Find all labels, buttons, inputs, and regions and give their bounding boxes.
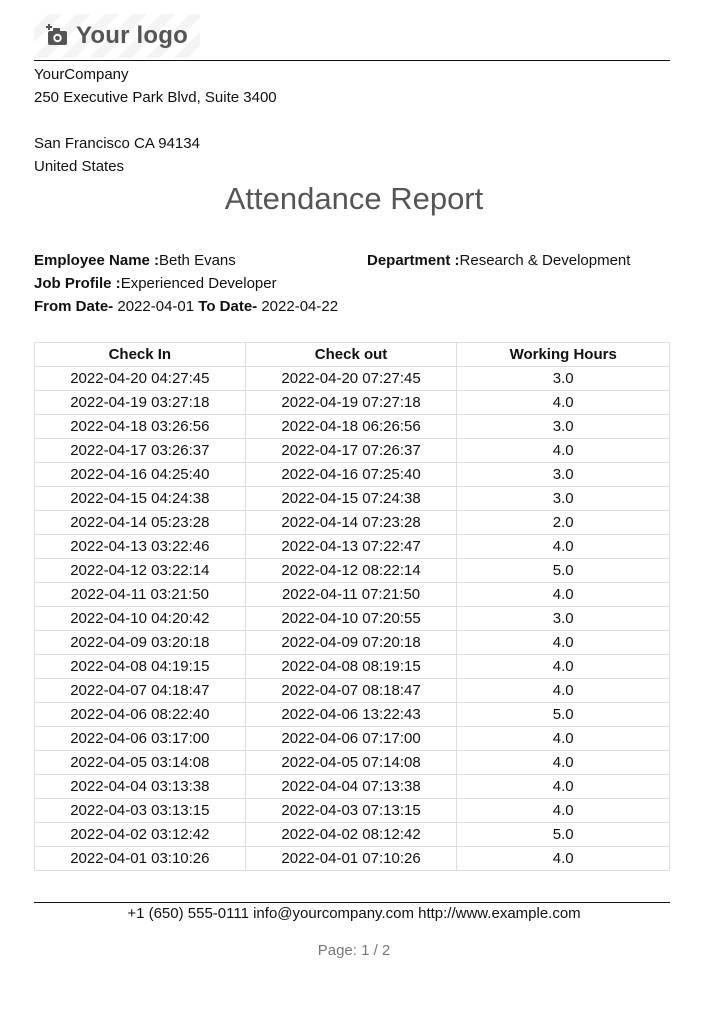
- check-in-cell: 2022-04-01 03:10:26: [35, 847, 246, 871]
- working-hours-cell: 3.0: [457, 607, 670, 631]
- logo-text: Your logo: [76, 22, 189, 49]
- department-value: Research & Development: [459, 252, 631, 269]
- working-hours-cell: 3.0: [457, 487, 670, 511]
- working-hours-cell: 5.0: [457, 703, 670, 727]
- table-row: [35, 799, 670, 823]
- check-out-cell: 2022-04-10 07:20:55: [245, 607, 457, 631]
- working-hours-cell: 4.0: [457, 727, 670, 751]
- company-country: United States: [34, 158, 125, 175]
- check-out-cell: 2022-04-14 07:23:28: [245, 511, 457, 535]
- camera-add-icon: [44, 21, 74, 51]
- table-row: [35, 415, 670, 439]
- check-in-cell: 2022-04-02 03:12:42: [35, 823, 246, 847]
- working-hours-cell: 4.0: [457, 535, 670, 559]
- from-date-value: 2022-04-01: [117, 298, 195, 315]
- header-divider: [34, 60, 670, 61]
- employee-name-value: Beth Evans: [159, 252, 236, 269]
- working-hours-cell: 4.0: [457, 679, 670, 703]
- company-city: San Francisco CA 94134: [34, 135, 200, 152]
- check-out-cell: 2022-04-09 07:20:18: [245, 631, 457, 655]
- table-row: [35, 463, 670, 487]
- check-in-cell: 2022-04-16 04:25:40: [35, 463, 246, 487]
- footer-divider: [34, 902, 670, 903]
- working-hours-cell: 3.0: [457, 415, 670, 439]
- table-row: [35, 367, 670, 391]
- working-hours-cell: 4.0: [457, 583, 670, 607]
- department-label: Department :: [367, 252, 460, 269]
- footer-contact: +1 (650) 555-0111 info@yourcompany.com http://www.example.com: [127, 905, 581, 922]
- column-header-check-out: Check out: [245, 343, 457, 367]
- job-profile-line: [34, 272, 277, 295]
- working-hours-cell: 5.0: [457, 823, 670, 847]
- date-range-line: [34, 295, 338, 318]
- check-in-cell: 2022-04-05 03:14:08: [35, 751, 246, 775]
- working-hours-cell: 3.0: [457, 367, 670, 391]
- table-row: [35, 631, 670, 655]
- working-hours-cell: 4.0: [457, 655, 670, 679]
- check-out-cell: 2022-04-06 07:17:00: [245, 727, 457, 751]
- to-date-value: 2022-04-22: [261, 298, 339, 315]
- check-in-cell: 2022-04-19 03:27:18: [35, 391, 246, 415]
- check-in-cell: 2022-04-07 04:18:47: [35, 679, 246, 703]
- table-row: [35, 535, 670, 559]
- check-in-cell: 2022-04-06 08:22:40: [35, 703, 246, 727]
- check-out-cell: 2022-04-06 13:22:43: [245, 703, 457, 727]
- check-in-cell: 2022-04-03 03:13:15: [35, 799, 246, 823]
- working-hours-cell: 4.0: [457, 631, 670, 655]
- working-hours-cell: 4.0: [457, 775, 670, 799]
- table-row: [35, 847, 670, 871]
- table-row: [35, 655, 670, 679]
- company-logo: [34, 14, 200, 58]
- page-number: Page: 1 / 2: [317, 942, 391, 959]
- report-title: Attendance Report: [224, 181, 484, 216]
- column-header-check-in: Check In: [35, 343, 246, 367]
- check-in-cell: 2022-04-20 04:27:45: [35, 367, 246, 391]
- check-in-cell: 2022-04-13 03:22:46: [35, 535, 246, 559]
- check-out-cell: 2022-04-05 07:14:08: [245, 751, 457, 775]
- check-in-cell: 2022-04-15 04:24:38: [35, 487, 246, 511]
- check-in-cell: 2022-04-14 05:23:28: [35, 511, 246, 535]
- table-header-row: [35, 343, 670, 367]
- check-in-cell: 2022-04-04 03:13:38: [35, 775, 246, 799]
- check-out-cell: 2022-04-19 07:27:18: [245, 391, 457, 415]
- check-in-cell: 2022-04-18 03:26:56: [35, 415, 246, 439]
- working-hours-cell: 5.0: [457, 559, 670, 583]
- check-out-cell: 2022-04-15 07:24:38: [245, 487, 457, 511]
- table-row: [35, 391, 670, 415]
- table-row: [35, 679, 670, 703]
- check-in-cell: 2022-04-10 04:20:42: [35, 607, 246, 631]
- working-hours-cell: 4.0: [457, 391, 670, 415]
- working-hours-cell: 3.0: [457, 463, 670, 487]
- check-out-cell: 2022-04-17 07:26:37: [245, 439, 457, 463]
- working-hours-cell: 4.0: [457, 799, 670, 823]
- address-spacer: [34, 109, 277, 132]
- to-date-label: To Date-: [198, 298, 258, 315]
- working-hours-cell: 4.0: [457, 847, 670, 871]
- table-row: [35, 751, 670, 775]
- table-row: [35, 583, 670, 607]
- job-profile-value: Experienced Developer: [120, 275, 277, 292]
- table-row: [35, 823, 670, 847]
- from-date-label: From Date-: [34, 298, 114, 315]
- company-address: [34, 63, 277, 178]
- table-row: [35, 607, 670, 631]
- check-out-cell: 2022-04-20 07:27:45: [245, 367, 457, 391]
- table-row: [35, 727, 670, 751]
- company-street: 250 Executive Park Blvd, Suite 3400: [34, 89, 277, 106]
- check-out-cell: 2022-04-13 07:22:47: [245, 535, 457, 559]
- check-out-cell: 2022-04-08 08:19:15: [245, 655, 457, 679]
- check-out-cell: 2022-04-01 07:10:26: [245, 847, 457, 871]
- working-hours-cell: 4.0: [457, 751, 670, 775]
- table-row: [35, 439, 670, 463]
- table-row: [35, 775, 670, 799]
- check-in-cell: 2022-04-06 03:17:00: [35, 727, 246, 751]
- check-in-cell: 2022-04-08 04:19:15: [35, 655, 246, 679]
- employee-name-line: [34, 249, 236, 272]
- working-hours-cell: 4.0: [457, 439, 670, 463]
- check-out-cell: 2022-04-04 07:13:38: [245, 775, 457, 799]
- company-name: YourCompany: [34, 66, 129, 83]
- table-row: [35, 487, 670, 511]
- check-out-cell: 2022-04-16 07:25:40: [245, 463, 457, 487]
- check-in-cell: 2022-04-12 03:22:14: [35, 559, 246, 583]
- attendance-table: [34, 342, 670, 871]
- check-out-cell: 2022-04-18 06:26:56: [245, 415, 457, 439]
- check-out-cell: 2022-04-03 07:13:15: [245, 799, 457, 823]
- check-in-cell: 2022-04-17 03:26:37: [35, 439, 246, 463]
- check-out-cell: 2022-04-07 08:18:47: [245, 679, 457, 703]
- table-row: [35, 559, 670, 583]
- table-row: [35, 511, 670, 535]
- column-header-working-hours: Working Hours: [457, 343, 670, 367]
- job-profile-label: Job Profile :: [34, 275, 121, 292]
- department-line: [367, 249, 630, 272]
- check-out-cell: 2022-04-11 07:21:50: [245, 583, 457, 607]
- check-in-cell: 2022-04-09 03:20:18: [35, 631, 246, 655]
- attendance-table-body: [35, 367, 670, 871]
- check-in-cell: 2022-04-11 03:21:50: [35, 583, 246, 607]
- check-out-cell: 2022-04-12 08:22:14: [245, 559, 457, 583]
- table-row: [35, 703, 670, 727]
- check-out-cell: 2022-04-02 08:12:42: [245, 823, 457, 847]
- working-hours-cell: 2.0: [457, 511, 670, 535]
- employee-name-label: Employee Name :: [34, 252, 160, 269]
